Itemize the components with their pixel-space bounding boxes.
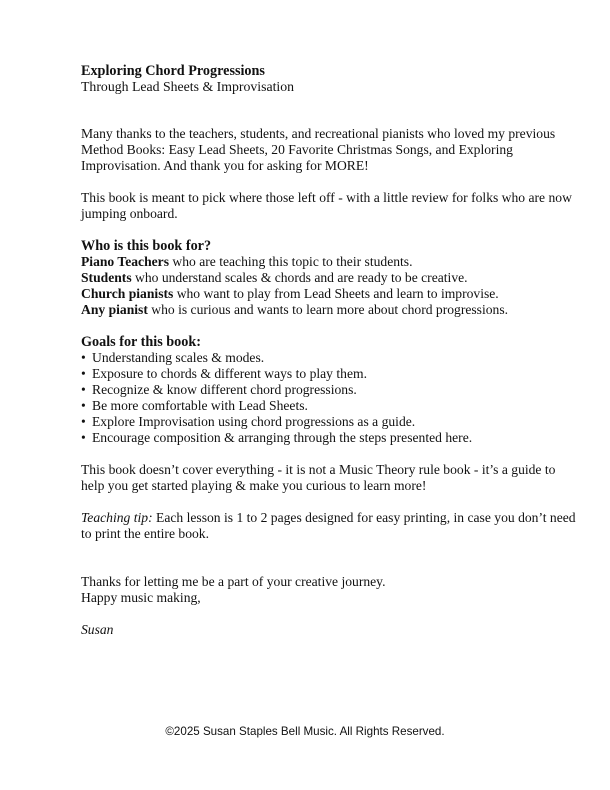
goal-text: Exposure to chords & different ways to play them.: [92, 366, 367, 381]
intro-paragraph-thanks: Many thanks to the teachers, students, and recreational pianists who loved my previous Method Books: Easy Lead Sheets, 20 Favorite Christmas Songs, and Exploring Improvisation. And thank you for asking for MORE!: [81, 126, 556, 173]
audience-item-label: Church pianists: [81, 286, 174, 301]
goal-text: Recognize & know different chord progressions.: [92, 382, 357, 397]
goal-text: Understanding scales & modes.: [92, 350, 265, 365]
page-content: [81, 63, 581, 638]
document-subtitle: Through Lead Sheets & Improvisation: [81, 79, 295, 94]
goal-text: Encourage composition & arranging through the steps presented here.: [92, 430, 473, 445]
list-item: [81, 414, 581, 430]
intro-paragraph-purpose: This book is meant to pick where those left off - with a little review for folks who are now jumping onboard.: [81, 190, 572, 221]
audience-item-label: Piano Teachers: [81, 254, 169, 269]
bullet-icon: •: [81, 350, 86, 365]
bullet-icon: •: [81, 366, 86, 381]
copyright-footer: ©2025 Susan Staples Bell Music. All Rights Reserved.: [165, 725, 445, 738]
audience-item-label: Students: [81, 270, 132, 285]
audience-item-any-pianist: [81, 302, 581, 318]
audience-item-text: who are teaching this topic to their students.: [169, 254, 413, 269]
scope-paragraph: This book doesn’t cover everything - it is not a Music Theory rule book - it’s a guide to help you get started playing & make you curious to learn more!: [81, 462, 556, 493]
list-item: [81, 350, 581, 366]
teaching-tip: [81, 510, 581, 542]
teaching-tip-label: Teaching tip:: [81, 510, 153, 525]
document-title: Exploring Chord Progressions: [81, 63, 265, 79]
list-item: [81, 382, 581, 398]
bullet-icon: •: [81, 398, 86, 413]
list-item: [81, 430, 581, 446]
signature: Susan: [81, 622, 114, 637]
audience-item-teachers: [81, 254, 581, 270]
bullet-icon: •: [81, 430, 86, 445]
goal-text: Be more comfortable with Lead Sheets.: [92, 398, 308, 413]
closing-thanks: Thanks for letting me be a part of your creative journey.: [81, 574, 386, 589]
bullet-icon: •: [81, 382, 86, 397]
audience-item-church-pianists: [81, 286, 581, 302]
closing-farewell: Happy music making,: [81, 590, 201, 605]
audience-item-label: Any pianist: [81, 302, 148, 317]
list-item: [81, 366, 581, 382]
list-item: [81, 398, 581, 414]
audience-item-text: who understand scales & chords and are ready to be creative.: [131, 270, 468, 285]
goals-heading: Goals for this book:: [81, 334, 201, 350]
audience-item-text: who want to play from Lead Sheets and learn to improvise.: [173, 286, 499, 301]
audience-item-students: [81, 270, 581, 286]
audience-item-text: who is curious and wants to learn more about chord progressions.: [147, 302, 509, 317]
audience-heading: Who is this book for?: [81, 238, 212, 254]
goals-list: [81, 350, 581, 446]
goal-text: Explore Improvisation using chord progressions as a guide.: [92, 414, 416, 429]
bullet-icon: •: [81, 414, 86, 429]
teaching-tip-text: Each lesson is 1 to 2 pages designed for easy printing, in case you don’t need to print the entire book.: [81, 510, 576, 541]
